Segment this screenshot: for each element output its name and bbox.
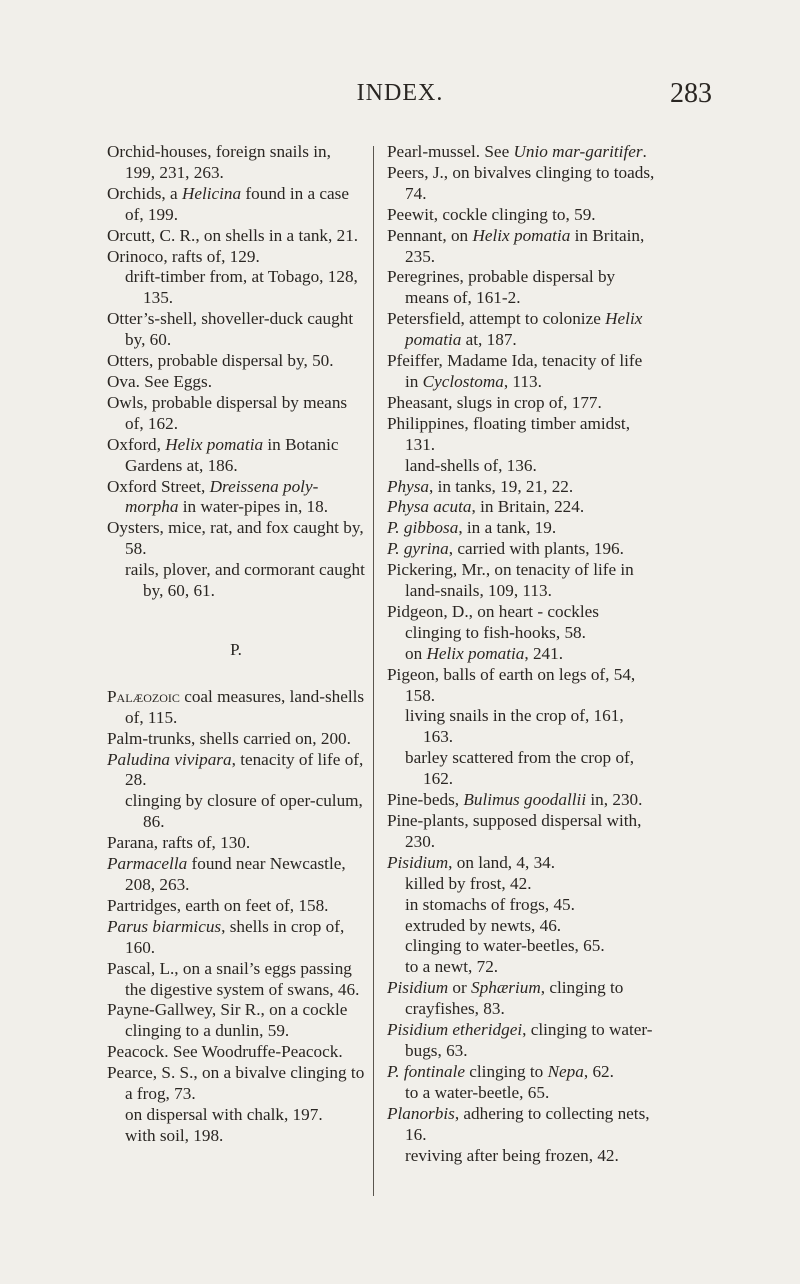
- index-entry: Orcutt, C. R., on shells in a tank, 21.: [107, 225, 359, 245]
- index-entry: to a newt, 72.: [405, 957, 499, 977]
- index-entry: rails, plover, and cormorant caught by, 60, 61.: [125, 560, 365, 601]
- index-entry: Otter’s-shell, shoveller-duck caught by, 60.: [107, 309, 354, 350]
- index-entry: Partridges, earth on feet of, 158.: [107, 895, 329, 915]
- index-entry: extruded by newts, 46.: [405, 915, 562, 935]
- left-entries-o: [107, 142, 365, 602]
- page-header: [0, 80, 800, 110]
- index-entry: Pearce, S. S., on a bivalve clinging to a frog, 73.: [107, 1063, 365, 1104]
- index-entry: Palæozoic coal measures, land-shells of, 115.: [107, 686, 365, 727]
- index-entry: Owls, probable dispersal by means of, 162.: [107, 392, 348, 433]
- index-entry: Peacock. See Woodruffe-Peacock.: [107, 1042, 343, 1062]
- index-entry: killed by frost, 42.: [405, 873, 532, 893]
- index-entry: Planorbis, adhering to collecting nets, 16.: [387, 1103, 650, 1144]
- index-entry: Ova. See Eggs.: [107, 371, 213, 391]
- index-entry: Pennant, on Helix pomatia in Britain, 235.: [387, 225, 645, 266]
- index-entry: barley scattered from the crop of, 162.: [405, 748, 635, 789]
- left-column: [107, 142, 365, 1147]
- page-title: INDEX.: [356, 80, 444, 106]
- index-entry: Orchids, a Helicina found in a case of, 199.: [107, 183, 349, 224]
- index-entry: Pheasant, slugs in crop of, 177.: [387, 392, 602, 412]
- index-entry: land-shells of, 136.: [405, 455, 537, 475]
- index-entry: Pfeiffer, Madame Ida, tenacity of life in Cyclostoma, 113.: [387, 351, 643, 391]
- index-entry: Oysters, mice, rat, and fox caught by, 58.: [107, 518, 364, 559]
- index-entry: Petersfield, attempt to colonize Helix pomatia at, 187.: [387, 309, 643, 350]
- right-column: [387, 142, 655, 1166]
- index-entry: in stomachs of frogs, 45.: [405, 894, 575, 914]
- index-entry: Peers, J., on bivalves clinging to toads, 74.: [387, 162, 655, 203]
- index-entry: Pine-beds, Bulimus goodallii in, 230.: [387, 790, 643, 810]
- index-entry: drift-timber from, at Tobago, 128, 135.: [125, 267, 358, 308]
- index-entry: Pascal, L., on a snail’s eggs passing the digestive system of swans, 46.: [107, 958, 360, 999]
- index-entry: Payne-Gallwey, Sir R., on a cockle clinging to a dunlin, 59.: [107, 1000, 348, 1041]
- page-number: 283: [670, 78, 712, 109]
- index-entry: Physa acuta, in Britain, 224.: [387, 497, 585, 517]
- index-entry: on Helix pomatia, 241.: [405, 643, 564, 663]
- index-entry: Orinoco, rafts of, 129.: [107, 246, 260, 266]
- index-entry: Pidgeon, D., on heart - cockles clinging to fish-hooks, 58.: [387, 601, 599, 642]
- index-entry: clinging by closure of oper-culum, 86.: [125, 791, 363, 832]
- index-entry: Pickering, Mr., on tenacity of life in land-snails, 109, 113.: [387, 560, 634, 601]
- left-entries-p: [107, 687, 365, 1147]
- index-entry: Pigeon, balls of earth on legs of, 54, 158.: [387, 664, 636, 705]
- index-entry: Oxford, Helix pomatia in Botanic Gardens at, 186.: [107, 434, 339, 475]
- index-entry: clinging to water-beetles, 65.: [405, 936, 605, 956]
- index-entry: Peregrines, probable dispersal by means of, 161-2.: [387, 267, 616, 308]
- index-entry: Otters, probable dispersal by, 50.: [107, 351, 334, 371]
- index-entry: Parus biarmicus, shells in crop of, 160.: [107, 916, 345, 957]
- index-entry: Parana, rafts of, 130.: [107, 833, 251, 853]
- index-entry: to a water-beetle, 65.: [405, 1082, 550, 1102]
- index-entry: P. gibbosa, in a tank, 19.: [387, 518, 557, 538]
- index-entry: Orchid-houses, foreign snails in, 199, 231, 263.: [107, 142, 331, 182]
- index-entry: Pisidium, on land, 4, 34.: [387, 852, 556, 872]
- index-entry: Palm-trunks, shells carried on, 200.: [107, 728, 351, 748]
- index-entry: Paludina vivipara, tenacity of life of, 28.: [107, 749, 364, 790]
- index-entry: with soil, 198.: [125, 1125, 224, 1145]
- index-entry: Oxford Street, Dreissena poly-morpha in water-pipes in, 18.: [107, 476, 329, 517]
- index-entry: Physa, in tanks, 19, 21, 22.: [387, 476, 574, 496]
- index-entry: on dispersal with chalk, 197.: [125, 1104, 323, 1124]
- index-entry: Parmacella found near Newcastle, 208, 263.: [107, 854, 346, 894]
- index-entry: Pisidium etheridgei, clinging to water-bugs, 63.: [387, 1020, 653, 1060]
- index-entry: Pine-plants, supposed dispersal with, 230.: [387, 811, 642, 851]
- index-entry: Philippines, floating timber amidst, 131.: [387, 413, 630, 454]
- index-entry: living snails in the crop of, 161, 163.: [405, 706, 624, 747]
- index-entry: P. fontinale clinging to Nepa, 62.: [387, 1061, 614, 1081]
- column-divider: [373, 146, 374, 1196]
- index-entry: P. gyrina, carried with plants, 196.: [387, 539, 624, 559]
- right-entries-p: [387, 142, 655, 1166]
- index-entry: reviving after being frozen, 42.: [405, 1145, 619, 1165]
- index-entry: Pearl-mussel. See Unio mar-garitifer.: [387, 142, 647, 161]
- index-entry: Pisidium or Sphærium, clinging to crayfishes, 83.: [387, 978, 624, 1019]
- section-letter: P.: [230, 639, 242, 659]
- index-entry: Peewit, cockle clinging to, 59.: [387, 204, 596, 224]
